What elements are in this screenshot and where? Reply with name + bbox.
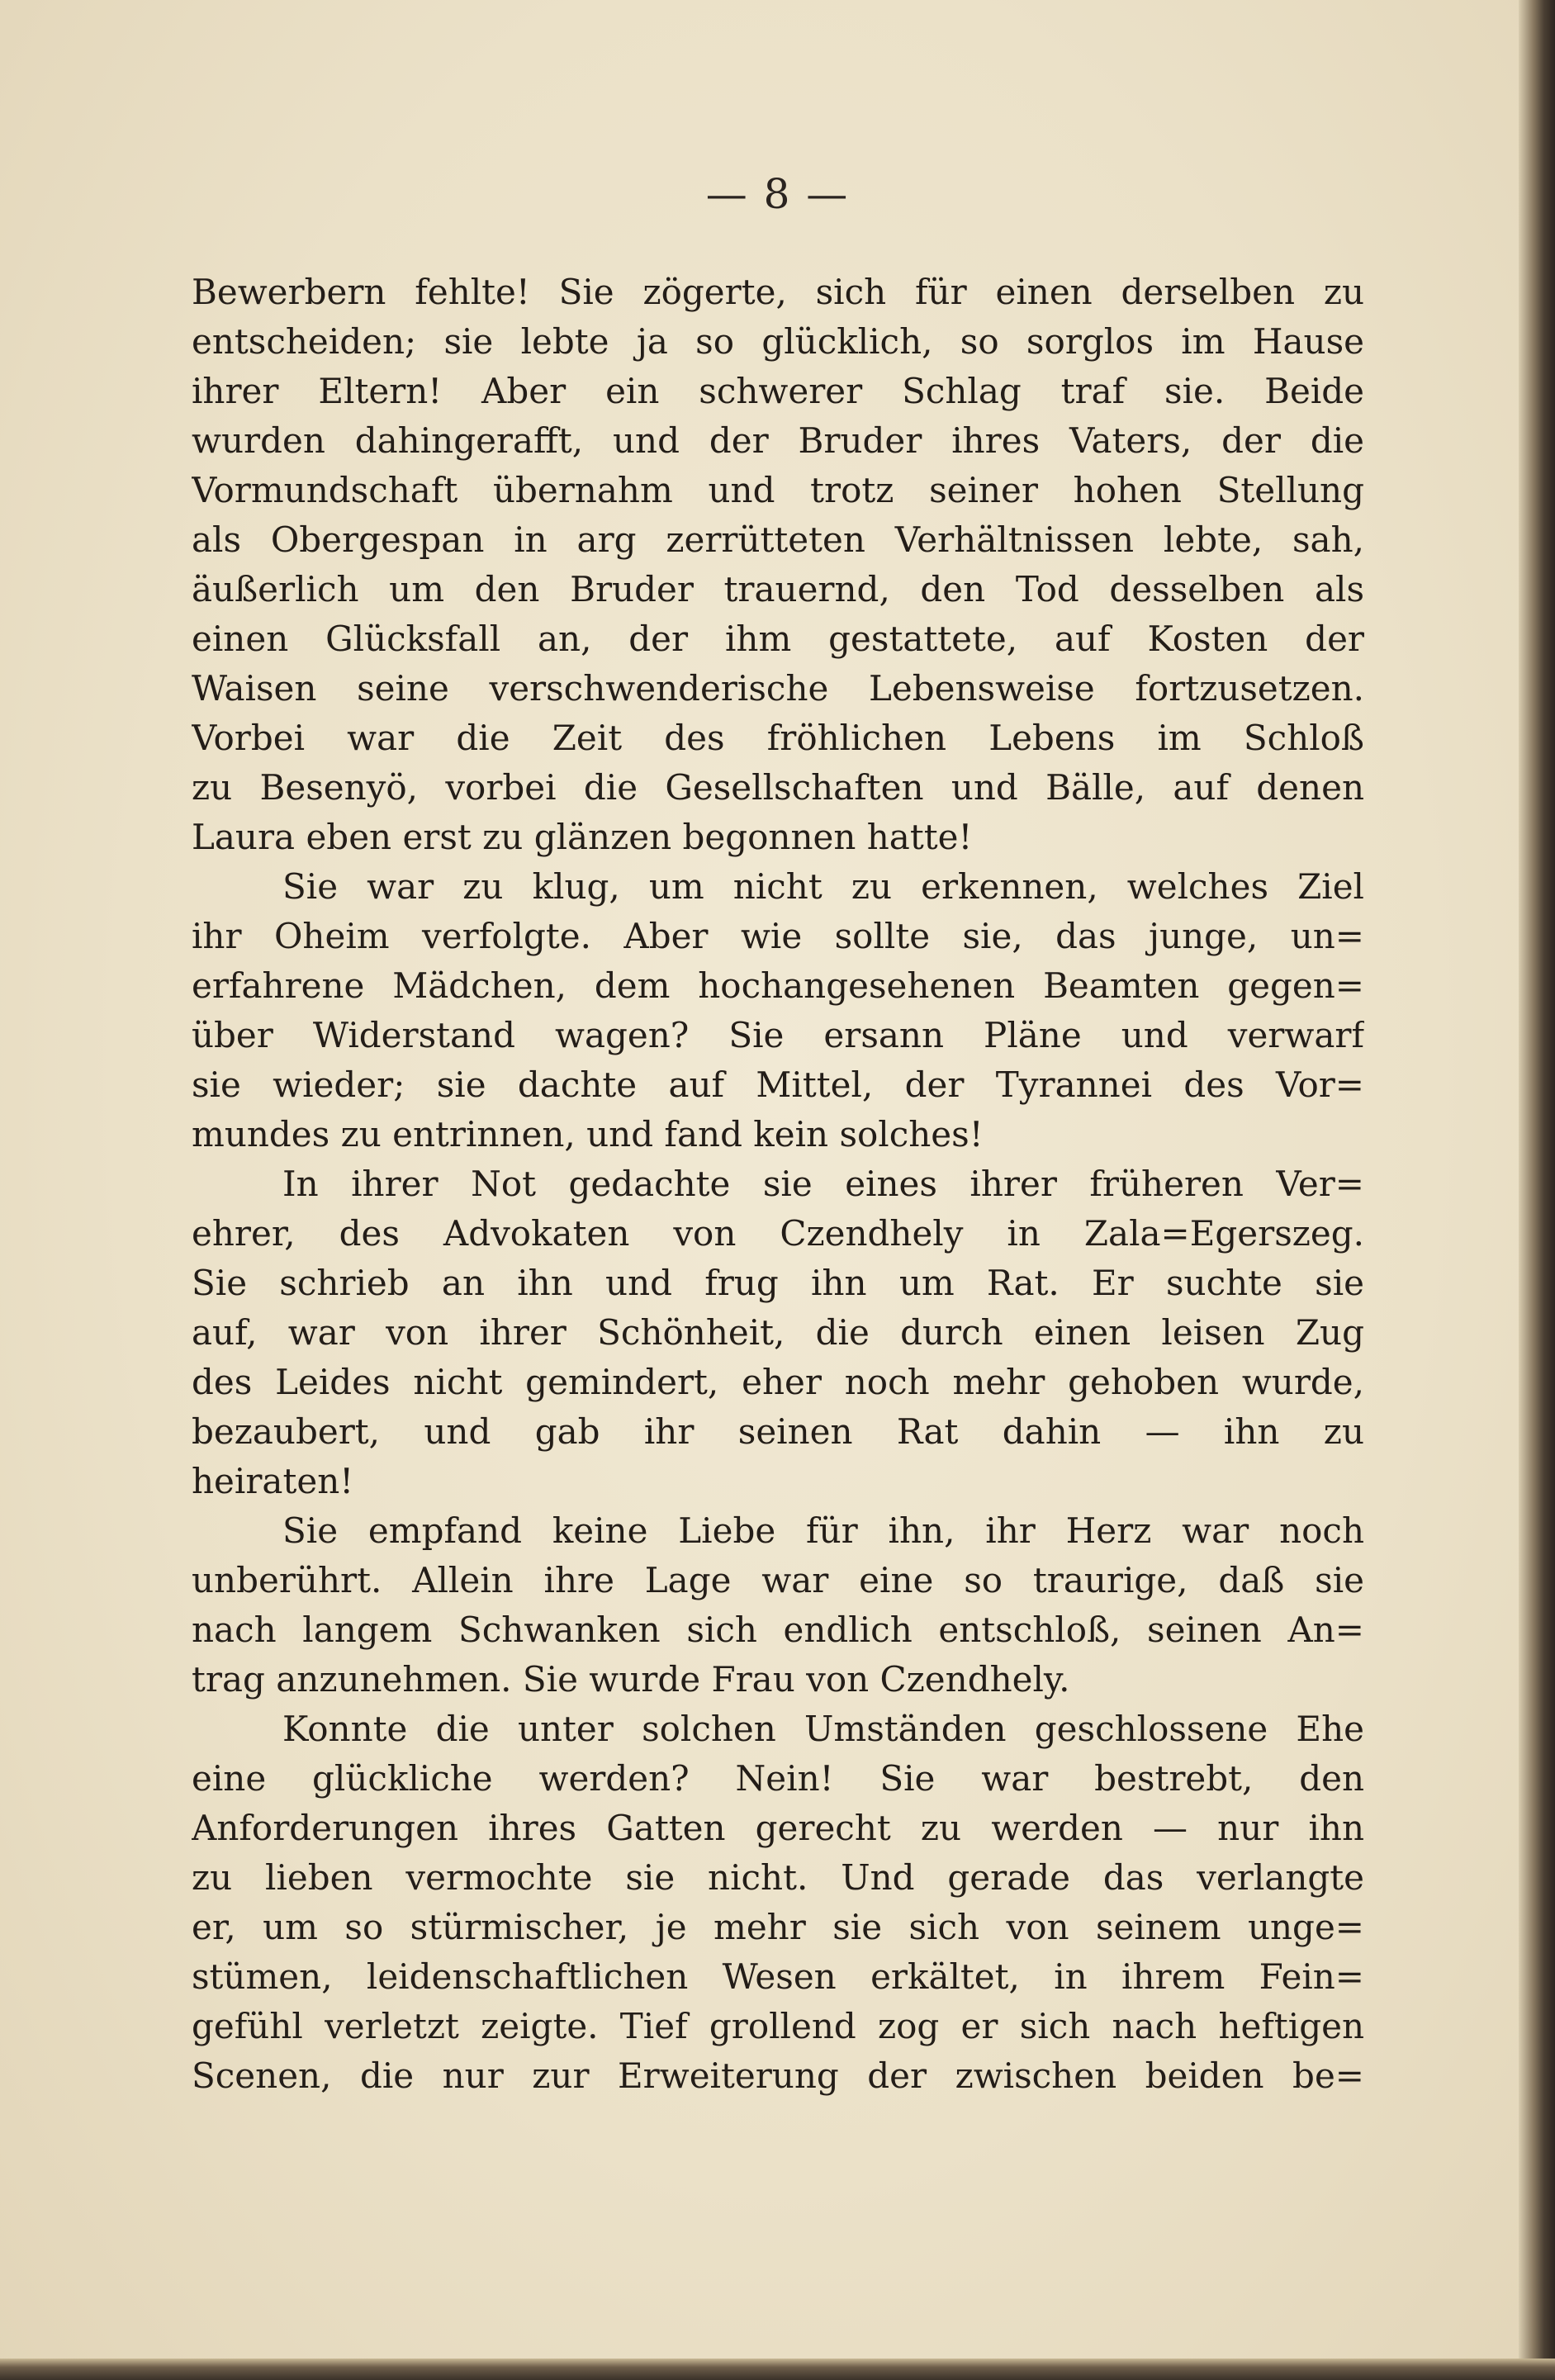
text-line: ihrer Eltern! Aber ein schwerer Schlag traf sie. Beide: [192, 371, 1364, 411]
text-line: sie wieder; sie dachte auf Mittel, der Tyrannei des Vor=: [192, 1064, 1364, 1105]
text-line: Sie war zu klug, um nicht zu erkennen, welches Ziel: [282, 866, 1364, 907]
text-line: Scenen, die nur zur Erweiterung der zwischen beiden be=: [192, 2055, 1364, 2096]
text-line: mundes zu entrinnen, und fand kein solches!: [192, 1114, 984, 1154]
text-line: über Widerstand wagen? Sie ersann Pläne und verwarf: [192, 1015, 1364, 1055]
text-line: als Obergespan in arg zerrütteten Verhältnissen lebte, sah,: [192, 519, 1364, 560]
page-bottom-edge: [0, 2359, 1555, 2380]
text-line: Vorbei war die Zeit des fröhlichen Lebens im Schloß: [192, 718, 1364, 758]
text-line: zu Besenyö, vorbei die Gesellschaften und Bälle, auf denen: [192, 767, 1364, 808]
text-line: Sie empfand keine Liebe für ihn, ihr Herz war noch: [282, 1510, 1364, 1551]
text-line: gefühl verletzt zeigte. Tief grollend zog er sich nach heftigen: [192, 2006, 1364, 2046]
text-line: entscheiden; sie lebte ja so glücklich, so sorglos im Hause: [192, 321, 1364, 362]
text-line: Waisen seine verschwenderische Lebensweise fortzusetzen.: [192, 668, 1364, 709]
text-line: auf, war von ihrer Schönheit, die durch einen leisen Zug: [192, 1312, 1364, 1353]
text-line: Sie schrieb an ihn und frug ihn um Rat. Er suchte sie: [192, 1263, 1364, 1303]
text-line: ihr Oheim verfolgte. Aber wie sollte sie, das junge, un=: [192, 916, 1364, 956]
text-line: unberührt. Allein ihre Lage war eine so traurige, daß sie: [192, 1560, 1364, 1600]
text-line: erfahrene Mädchen, dem hochangesehenen Beamten gegen=: [192, 965, 1364, 1006]
text-line: des Leides nicht gemindert, eher noch mehr gehoben wurde,: [192, 1362, 1364, 1402]
text-line: Bewerbern fehlte! Sie zögerte, sich für einen derselben zu: [192, 272, 1364, 312]
page-binding-edge: [1519, 0, 1555, 2380]
text-line: Konnte die unter solchen Umständen geschlossene Ehe: [282, 1709, 1364, 1749]
page-number: — 8 —: [705, 170, 850, 218]
text-line: eine glückliche werden? Nein! Sie war bestrebt, den: [192, 1758, 1364, 1799]
text-line: Laura eben erst zu glänzen begonnen hatte!: [192, 817, 973, 857]
text-line: Anforderungen ihres Gatten gerecht zu werden — nur ihn: [192, 1808, 1364, 1848]
text-line: er, um so stürmischer, je mehr sie sich von seinem unge=: [192, 1907, 1364, 1947]
text-line: wurden dahingerafft, und der Bruder ihres Vaters, der die: [192, 420, 1364, 461]
text-line: ehrer, des Advokaten von Czendhely in Zala=Egerszeg.: [192, 1213, 1364, 1254]
body-text: [192, 268, 1364, 2101]
text-line: heiraten!: [192, 1461, 354, 1501]
text-line: trag anzunehmen. Sie wurde Frau von Czendhely.: [192, 1659, 1070, 1700]
text-line: bezaubert, und gab ihr seinen Rat dahin — ihn zu: [192, 1411, 1364, 1452]
text-line: In ihrer Not gedachte sie eines ihrer früheren Ver=: [282, 1164, 1364, 1204]
text-line: äußerlich um den Bruder trauernd, den Tod desselben als: [192, 569, 1364, 609]
text-line: einen Glücksfall an, der ihm gestattete, auf Kosten der: [192, 619, 1364, 659]
text-line: stümen, leidenschaftlichen Wesen erkältet, in ihrem Fein=: [192, 1956, 1364, 1997]
text-line: nach langem Schwanken sich endlich entschloß, seinen An=: [192, 1610, 1364, 1650]
text-line: Vormundschaft übernahm und trotz seiner hohen Stellung: [192, 470, 1364, 510]
text-line: zu lieben vermochte sie nicht. Und gerade das verlangte: [192, 1857, 1364, 1898]
